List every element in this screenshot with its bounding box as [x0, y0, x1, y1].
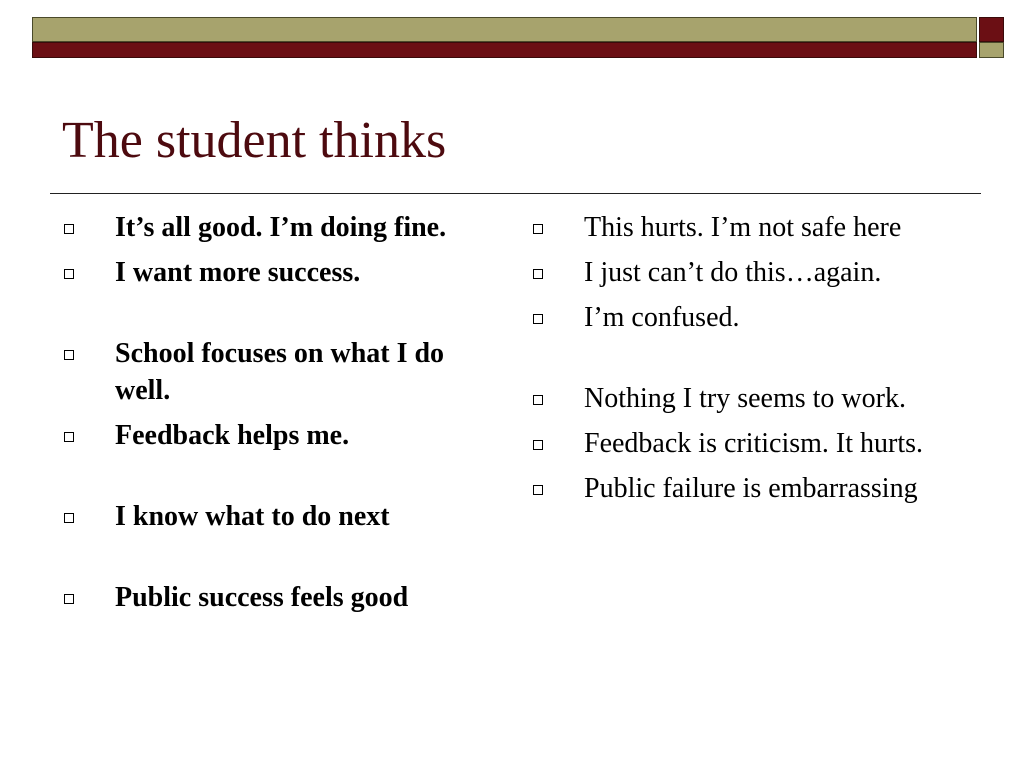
- list-item-text: School focuses on what I do well.: [115, 338, 445, 406]
- header-bar-olive: [32, 17, 977, 42]
- list-item: [64, 579, 484, 616]
- list-item: [533, 299, 963, 336]
- hollow-square-bullet-icon: [533, 440, 543, 450]
- header-bar-maroon: [32, 42, 977, 58]
- list-item-text: I just can’t do this…again.: [584, 257, 882, 288]
- hollow-square-bullet-icon: [64, 224, 74, 234]
- hollow-square-bullet-icon: [64, 594, 74, 604]
- list-item-text: Feedback is criticism. It hurts.: [584, 428, 924, 459]
- list-item: [533, 254, 963, 291]
- hollow-square-bullet-icon: [533, 314, 543, 324]
- hollow-square-bullet-icon: [64, 432, 74, 442]
- list-item: [64, 417, 484, 454]
- list-item: [64, 335, 484, 409]
- list-item-text: I want more success.: [115, 257, 361, 288]
- hollow-square-bullet-icon: [64, 513, 74, 523]
- hollow-square-bullet-icon: [64, 350, 74, 360]
- list-item: [533, 380, 963, 417]
- list-item: [533, 209, 963, 246]
- title-divider: [50, 193, 981, 194]
- hollow-square-bullet-icon: [64, 269, 74, 279]
- list-item-text: Nothing I try seems to work.: [584, 383, 906, 414]
- list-item: [533, 470, 963, 507]
- hollow-square-bullet-icon: [533, 395, 543, 405]
- left-bullet-list: [64, 209, 484, 624]
- right-bullet-list: [533, 209, 963, 515]
- list-item-text: This hurts. I’m not safe here: [584, 212, 902, 243]
- hollow-square-bullet-icon: [533, 485, 543, 495]
- header-square-maroon: [979, 17, 1004, 42]
- list-item-text: I know what to do next: [115, 501, 390, 532]
- list-item-text: I’m confused.: [584, 302, 740, 333]
- slide-title: The student thinks: [62, 112, 447, 169]
- list-item: [533, 425, 963, 462]
- list-item-text: Public success feels good: [115, 582, 409, 613]
- list-item: [64, 209, 484, 246]
- list-item-text: It’s all good. I’m doing fine.: [115, 212, 447, 243]
- list-item: [64, 254, 484, 291]
- list-item: [64, 498, 484, 535]
- list-item-text: Feedback helps me.: [115, 420, 350, 451]
- hollow-square-bullet-icon: [533, 269, 543, 279]
- header-square-olive: [979, 42, 1004, 58]
- hollow-square-bullet-icon: [533, 224, 543, 234]
- list-item-text: Public failure is embarrassing: [584, 473, 918, 504]
